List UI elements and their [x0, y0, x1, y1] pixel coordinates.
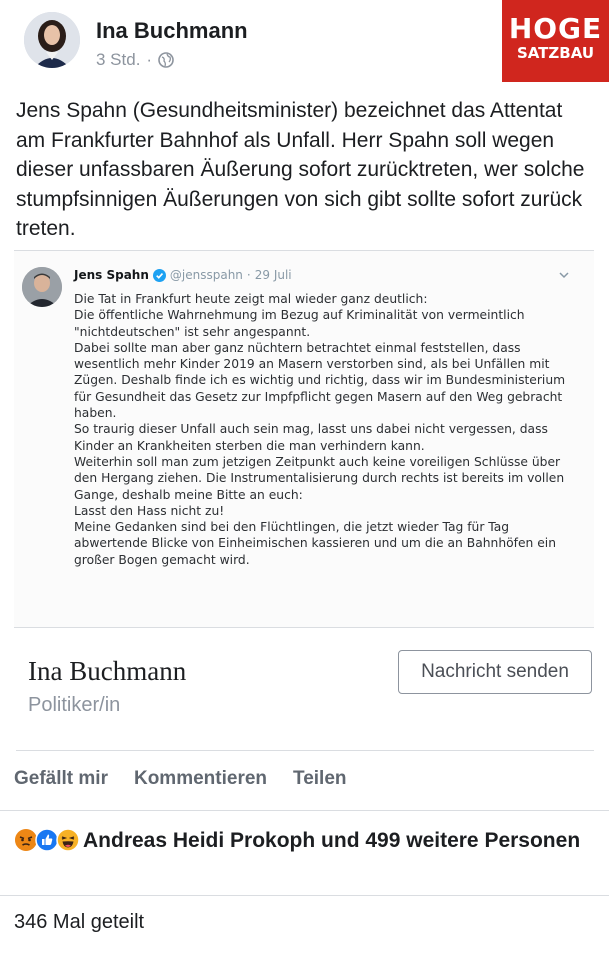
chevron-down-icon[interactable]: [558, 269, 570, 281]
verified-badge-icon: [153, 269, 166, 282]
tweet-author-name[interactable]: Jens Spahn: [74, 268, 149, 282]
comment-button[interactable]: Kommentieren: [133, 768, 268, 789]
share-count[interactable]: 346 Mal geteilt: [14, 911, 145, 933]
post-time[interactable]: 3 Std.: [96, 50, 141, 69]
post-meta: [96, 50, 174, 70]
send-message-button[interactable]: Nachricht senden: [398, 650, 592, 694]
post-text: Jens Spahn (Gesundheitsminister) bezeichnet das Attentat am Frankfurter Bahnhof als Unfall. Herr Spahn soll wegen dieser unfassbaren Äußerung sofort zurücktreten, wer solche stumpfsinnigen Äußerungen von sich gibt sollte sofort zurück treten.: [16, 99, 585, 240]
divider: [16, 750, 594, 751]
reaction-icons: [14, 828, 77, 852]
tweet-header: [74, 268, 292, 282]
divider: [0, 810, 609, 811]
logo-line2: SATZBAU: [516, 44, 595, 62]
action-bar: [14, 768, 347, 790]
brand-logo: [502, 0, 609, 82]
author-avatar[interactable]: [24, 12, 80, 68]
logo-line1: HOGE: [508, 12, 603, 45]
embedded-tweet[interactable]: [14, 250, 594, 628]
haha-reaction-icon: [56, 828, 80, 852]
tweet-separator: ·: [246, 268, 251, 282]
tweet-date[interactable]: 29 Juli: [254, 268, 292, 282]
profile-role: Politiker/in: [28, 694, 121, 716]
tweet-body: Die Tat in Frankfurt heute zeigt mal wieder ganz deutlich: Die öffentliche Wahrnehmung im Bezug auf Kriminalität von vermeintlich "nichtdeutschen" ist sehr angespannt. Dabei sollte man aber ganz nüchtern betrachtet einmal feststellen, dass wesentlich mehr Kinder 2019 an Masern verstorben sind, als bei Unfällen mit Zügen. Deshalb finde ich es wichtig und richtig, dass wir im Bundesministerium für Gesundheit das Gesetz zur Impfpflicht gegen Masern auf den Weg gebracht haben. So traurig dieser Unfall auch sein mag, lasst uns dabei nicht vergessen, dass Kinder an Krankheiten sterben die man verhindern kann. Weiterhin soll man zum jetzigen Zeitpunkt auch keine voreiligen Schlüsse über den Hergang ziehen. Die Instrumentalisierung durch rechts ist bereits im vollen Gange, deshalb meine Bitte an euch: Lasst den Hass nicht zu! Meine Gedanken sind bei den Flüchtlingen, die jetzt wieder Tag für Tag abwertende Blicke von Einheimischen kassieren und um die an Bahnhöfen ein großer Bogen gemacht wird.: [74, 292, 566, 567]
meta-separator: ·: [146, 50, 153, 69]
like-button[interactable]: Gefällt mir: [14, 768, 108, 789]
author-name[interactable]: Ina Buchmann: [96, 18, 248, 43]
globe-icon: [158, 52, 174, 68]
profile-name[interactable]: Ina Buchmann: [28, 656, 187, 686]
share-button[interactable]: Teilen: [293, 768, 347, 789]
reactions-summary[interactable]: [14, 826, 594, 855]
post-header: [0, 0, 609, 85]
tweet-handle[interactable]: @jensspahn: [169, 268, 243, 282]
tweet-avatar[interactable]: [22, 267, 62, 307]
reactions-text: Andreas Heidi Prokoph und 499 weitere Personen: [83, 829, 581, 852]
divider: [0, 895, 609, 896]
